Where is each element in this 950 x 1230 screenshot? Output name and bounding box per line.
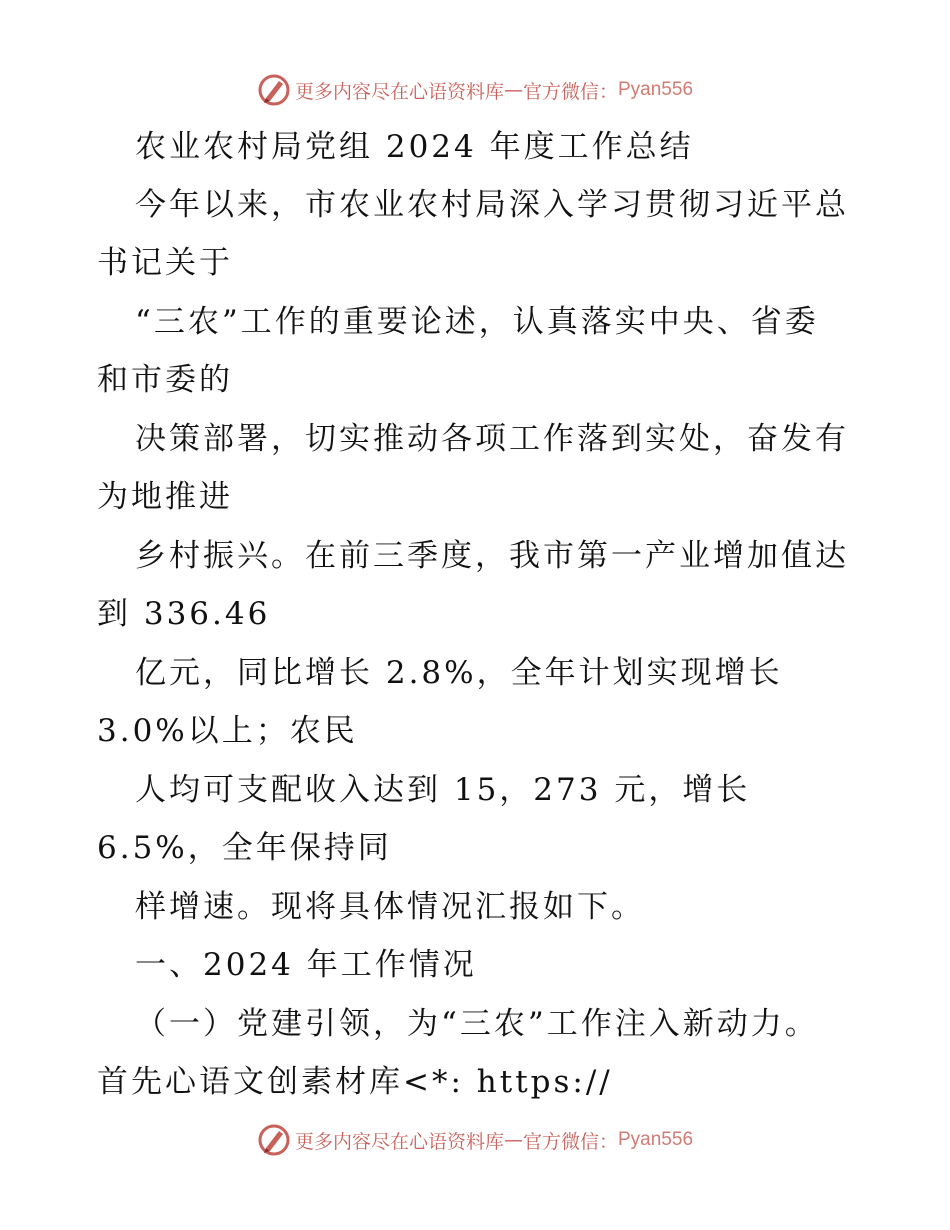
watermark-dash: — xyxy=(503,1129,523,1151)
paragraph-line: 3.0%以上；农民 xyxy=(97,713,358,749)
header-watermark xyxy=(0,70,950,110)
paragraph-line: 样增速。现将具体情况汇报如下。 xyxy=(135,889,645,925)
watermark-dash: — xyxy=(503,79,523,101)
paragraph-line: 决策部署，切实推动各项工作落到实处，奋发有 xyxy=(135,421,849,457)
quill-pen-logo-icon xyxy=(257,73,291,107)
footer-watermark xyxy=(0,1120,950,1160)
paragraph-line: 6.5%，全年保持同 xyxy=(97,830,392,866)
watermark-wechat-label: 官方微信： xyxy=(522,1130,618,1153)
subsection-heading: （一）党建引领，为“三农”工作注入新动力。 xyxy=(135,1006,819,1042)
paragraph-line: 今年以来，市农业农村局深入学习贯彻习近平总 xyxy=(135,187,849,223)
section-heading: 一、2024 年工作情况 xyxy=(135,947,477,983)
watermark-wechat-label: 官方微信： xyxy=(522,80,618,103)
paragraph-line: 亿元，同比增长 2.8%，全年计划实现增长 xyxy=(135,655,783,691)
document-title: 农业农村局党组 2024 年度工作总结 xyxy=(135,129,694,165)
paragraph-line: 和市委的 xyxy=(97,362,233,398)
paragraph-line: 人均可支配收入达到 15，273 元，增长 xyxy=(135,772,751,808)
paragraph-line: 书记关于 xyxy=(97,245,233,281)
paragraph-line: 到 336.46 xyxy=(97,596,271,632)
quill-pen-logo-icon xyxy=(257,1123,291,1157)
paragraph-line: 乡村振兴。在前三季度，我市第一产业增加值达 xyxy=(135,538,849,574)
watermark-handle: Pyan556 xyxy=(618,79,694,100)
paragraph-line: 为地推进 xyxy=(97,479,233,515)
watermark-handle: Pyan556 xyxy=(618,1129,694,1150)
paragraph-line: 首先心语文创素材库<*: https:// xyxy=(97,1064,613,1100)
paragraph-line: “三农”工作的重要论述，认真落实中央、省委 xyxy=(135,304,819,340)
watermark-text: 更多内容尽在心语资料库 xyxy=(294,1130,504,1153)
watermark-text: 更多内容尽在心语资料库 xyxy=(294,80,504,103)
